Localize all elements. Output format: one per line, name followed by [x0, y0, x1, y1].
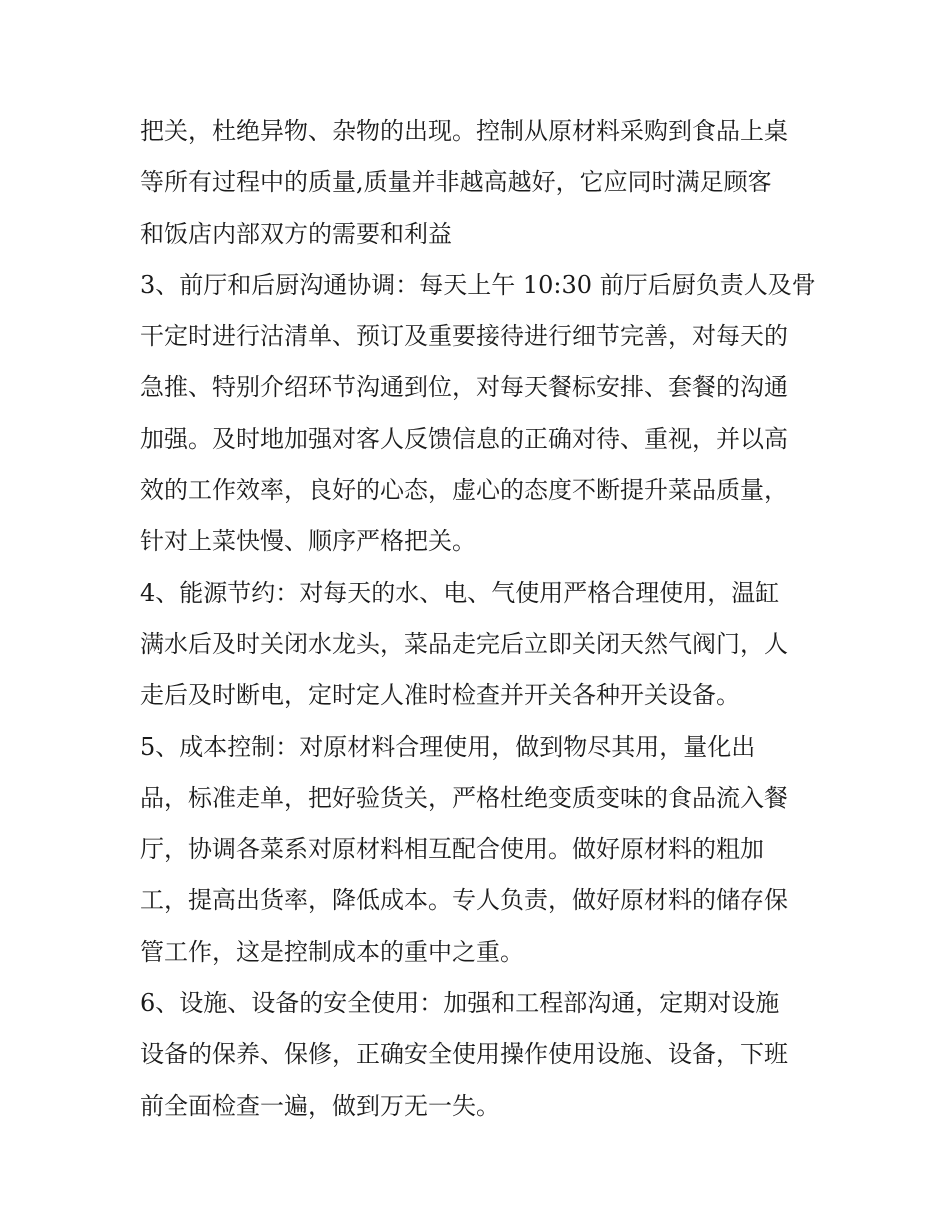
text-line: 品，标准走单，把好验货关，严格杜绝变质变味的食品流入餐	[140, 783, 788, 812]
text-line: 厅，协调各菜系对原材料相互配合使用。做好原材料的粗加	[140, 835, 764, 864]
text-line: 6、设施、设备的安全使用：加强和工程部沟通，定期对设施	[140, 989, 780, 1018]
text-line: 急推、特别介绍环节沟通到位，对每天餐标安排、套餐的沟通	[140, 373, 788, 402]
text-line: 加强。及时地加强对客人反馈信息的正确对待、重视，并以高	[140, 424, 788, 453]
document-body	[140, 106, 840, 1132]
text-line: 满水后及时关闭水龙头，菜品走完后立即关闭天然气阀门，人	[140, 629, 788, 658]
text-line: 等所有过程中的质量,质量并非越高越好，它应同时满足顾客	[140, 168, 772, 197]
text-line: 把关，杜绝异物、杂物的出现。控制从原材料采购到食品上桌	[140, 117, 788, 145]
text-line: 走后及时断电，定时定人准时检查并开关各种开关设备。	[140, 681, 740, 710]
text-line: 工，提高出货率，降低成本。专人负责，做好原材料的储存保	[140, 886, 788, 915]
text-line: 前全面检查一遍，做到万无一失。	[140, 1091, 500, 1120]
text-line: 4、能源节约：对每天的水、电、气使用严格合理使用，温缸	[140, 578, 780, 607]
text-line: 效的工作效率，良好的心态，虚心的态度不断提升菜品质量，	[140, 476, 788, 505]
text-line: 和饭店内部双方的需要和利益	[140, 219, 452, 248]
text-line: 管工作，这是控制成本的重中之重。	[140, 937, 524, 966]
text-line: 干定时进行沽清单、预订及重要接待进行细节完善，对每天的	[140, 322, 788, 351]
text-line: 设备的保养、保修，正确安全使用操作使用设施、设备，下班	[140, 1040, 788, 1069]
text-line: 针对上菜快慢、顺序严格把关。	[140, 527, 476, 556]
text-line: 5、成本控制：对原材料合理使用，做到物尽其用，量化出	[140, 732, 756, 761]
text-line: 3、前厅和后厨沟通协调：每天上午 10:30 前厅后厨负责人及骨	[140, 270, 816, 299]
